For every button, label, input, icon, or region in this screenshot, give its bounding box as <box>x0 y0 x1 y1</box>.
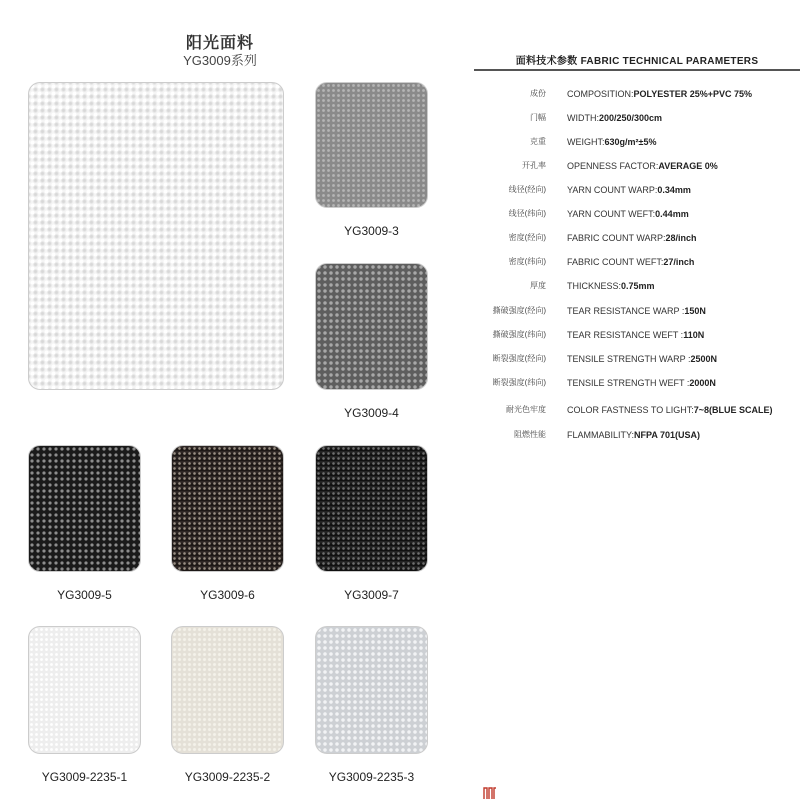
swatch-label: YG3009-5 <box>57 588 112 602</box>
param-name: YARN COUNT WARP: <box>567 185 658 195</box>
param-label-cn: 密度(经向) <box>508 233 546 242</box>
param-label-en <box>567 403 772 417</box>
param-row <box>474 403 800 417</box>
swatch-yg3009-2235-2[interactable] <box>171 626 284 754</box>
param-label-en <box>567 231 697 245</box>
param-value: 28/inch <box>665 233 697 243</box>
param-label-cn: 撕破强度(纬向) <box>492 330 546 339</box>
params-divider <box>474 69 800 71</box>
swatch-yg3009-2235-3[interactable] <box>315 626 428 754</box>
param-name: FABRIC COUNT WARP: <box>567 233 666 243</box>
param-row <box>474 376 800 390</box>
param-label-cn: 耐光色牢度 <box>506 405 546 414</box>
page-title: 阳光面料 <box>185 35 254 52</box>
param-label-en <box>567 376 716 390</box>
param-value: 200/250/300cm <box>599 113 663 123</box>
param-value: 0.34mm <box>657 185 691 195</box>
swatch-yg3009-2235-1[interactable] <box>28 626 141 754</box>
param-label-en <box>567 304 706 318</box>
param-name: TENSILE STRENGTH WARP : <box>567 354 691 364</box>
param-name: FLAMMABILITY: <box>567 430 635 440</box>
swatch-label: YG3009-7 <box>344 588 399 602</box>
param-row <box>474 87 800 101</box>
swatch-label: YG3009-4 <box>344 406 399 420</box>
param-name: COMPOSITION: <box>567 89 634 99</box>
param-name: COLOR FASTNESS TO LIGHT: <box>567 405 694 415</box>
param-row <box>474 135 800 149</box>
param-name: FABRIC COUNT WEFT: <box>567 257 664 267</box>
swatch-yg3009-7[interactable] <box>315 445 428 572</box>
param-label-en <box>567 428 700 442</box>
params-title: 面料技术参数 FABRIC TECHNICAL PARAMETERS <box>515 56 759 67</box>
param-label-en <box>567 87 752 101</box>
param-label-en <box>567 255 694 269</box>
param-label-en <box>567 207 689 221</box>
param-value: 630g/m²±5% <box>604 137 657 147</box>
param-label-en <box>567 159 718 173</box>
swatch-yg3009-3[interactable] <box>315 82 428 208</box>
swatch-label: YG3009-2235-1 <box>41 770 128 784</box>
swatch-large-white[interactable] <box>28 82 284 390</box>
param-value: 110N <box>683 330 705 340</box>
param-name: WEIGHT: <box>567 137 605 147</box>
param-label-en <box>567 352 717 366</box>
param-value: 2000N <box>689 378 716 388</box>
param-value: NFPA 701(USA) <box>634 430 701 440</box>
param-value: 7~8(BLUE SCALE) <box>693 405 773 415</box>
param-row <box>474 279 800 293</box>
param-label-en <box>567 135 656 149</box>
param-label-cn: 门幅 <box>530 113 546 122</box>
param-row <box>474 255 800 269</box>
param-value: 0.44mm <box>655 209 689 219</box>
param-row <box>474 231 800 245</box>
swatch-label: YG3009-3 <box>344 224 399 238</box>
param-label-en <box>567 111 662 125</box>
swatch-label: YG3009-6 <box>200 588 255 602</box>
swatch-yg3009-6[interactable] <box>171 445 284 572</box>
series-subtitle: YG3009系列 <box>183 53 257 68</box>
swatch-label: YG3009-2235-3 <box>328 770 415 784</box>
param-row <box>474 159 800 173</box>
param-row <box>474 328 800 342</box>
param-row <box>474 352 800 366</box>
param-value: 27/inch <box>663 257 695 267</box>
param-label-cn: 密度(纬向) <box>508 257 546 266</box>
param-value: 0.75mm <box>621 281 655 291</box>
param-name: WIDTH: <box>567 113 599 123</box>
param-label-cn: 阻燃性能 <box>514 430 546 439</box>
brand-logo-icon <box>482 786 498 800</box>
param-row <box>474 207 800 221</box>
param-name: TEAR RESISTANCE WEFT : <box>567 330 684 340</box>
param-name: TEAR RESISTANCE WARP : <box>567 306 685 316</box>
param-name: TENSILE STRENGTH WEFT : <box>567 378 690 388</box>
param-label-cn: 线径(经向) <box>508 185 546 194</box>
swatch-yg3009-5[interactable] <box>28 445 141 572</box>
param-name: THICKNESS: <box>567 281 622 291</box>
param-row <box>474 428 800 442</box>
param-name: YARN COUNT WEFT: <box>567 209 656 219</box>
swatch-yg3009-4[interactable] <box>315 263 428 390</box>
param-value: POLYESTER 25%+PVC 75% <box>633 89 752 99</box>
param-value: AVERAGE 0% <box>658 161 718 171</box>
param-label-en <box>567 183 691 197</box>
param-value: 2500N <box>690 354 718 364</box>
param-row <box>474 304 800 318</box>
param-label-cn: 开孔率 <box>522 161 546 170</box>
param-label-cn: 成份 <box>530 89 546 98</box>
swatch-label: YG3009-2235-2 <box>184 770 271 784</box>
param-name: OPENNESS FACTOR: <box>567 161 659 171</box>
param-label-cn: 克重 <box>530 137 546 146</box>
param-label-en <box>567 328 704 342</box>
param-label-cn: 撕破强度(经向) <box>492 306 546 315</box>
param-row <box>474 183 800 197</box>
param-label-cn: 线径(纬向) <box>508 209 546 218</box>
param-label-cn: 断裂强度(纬向) <box>492 378 546 387</box>
param-label-cn: 厚度 <box>530 281 546 290</box>
param-label-en <box>567 279 655 293</box>
param-row <box>474 111 800 125</box>
param-value: 150N <box>684 306 706 316</box>
param-label-cn: 断裂强度(经向) <box>492 354 546 363</box>
